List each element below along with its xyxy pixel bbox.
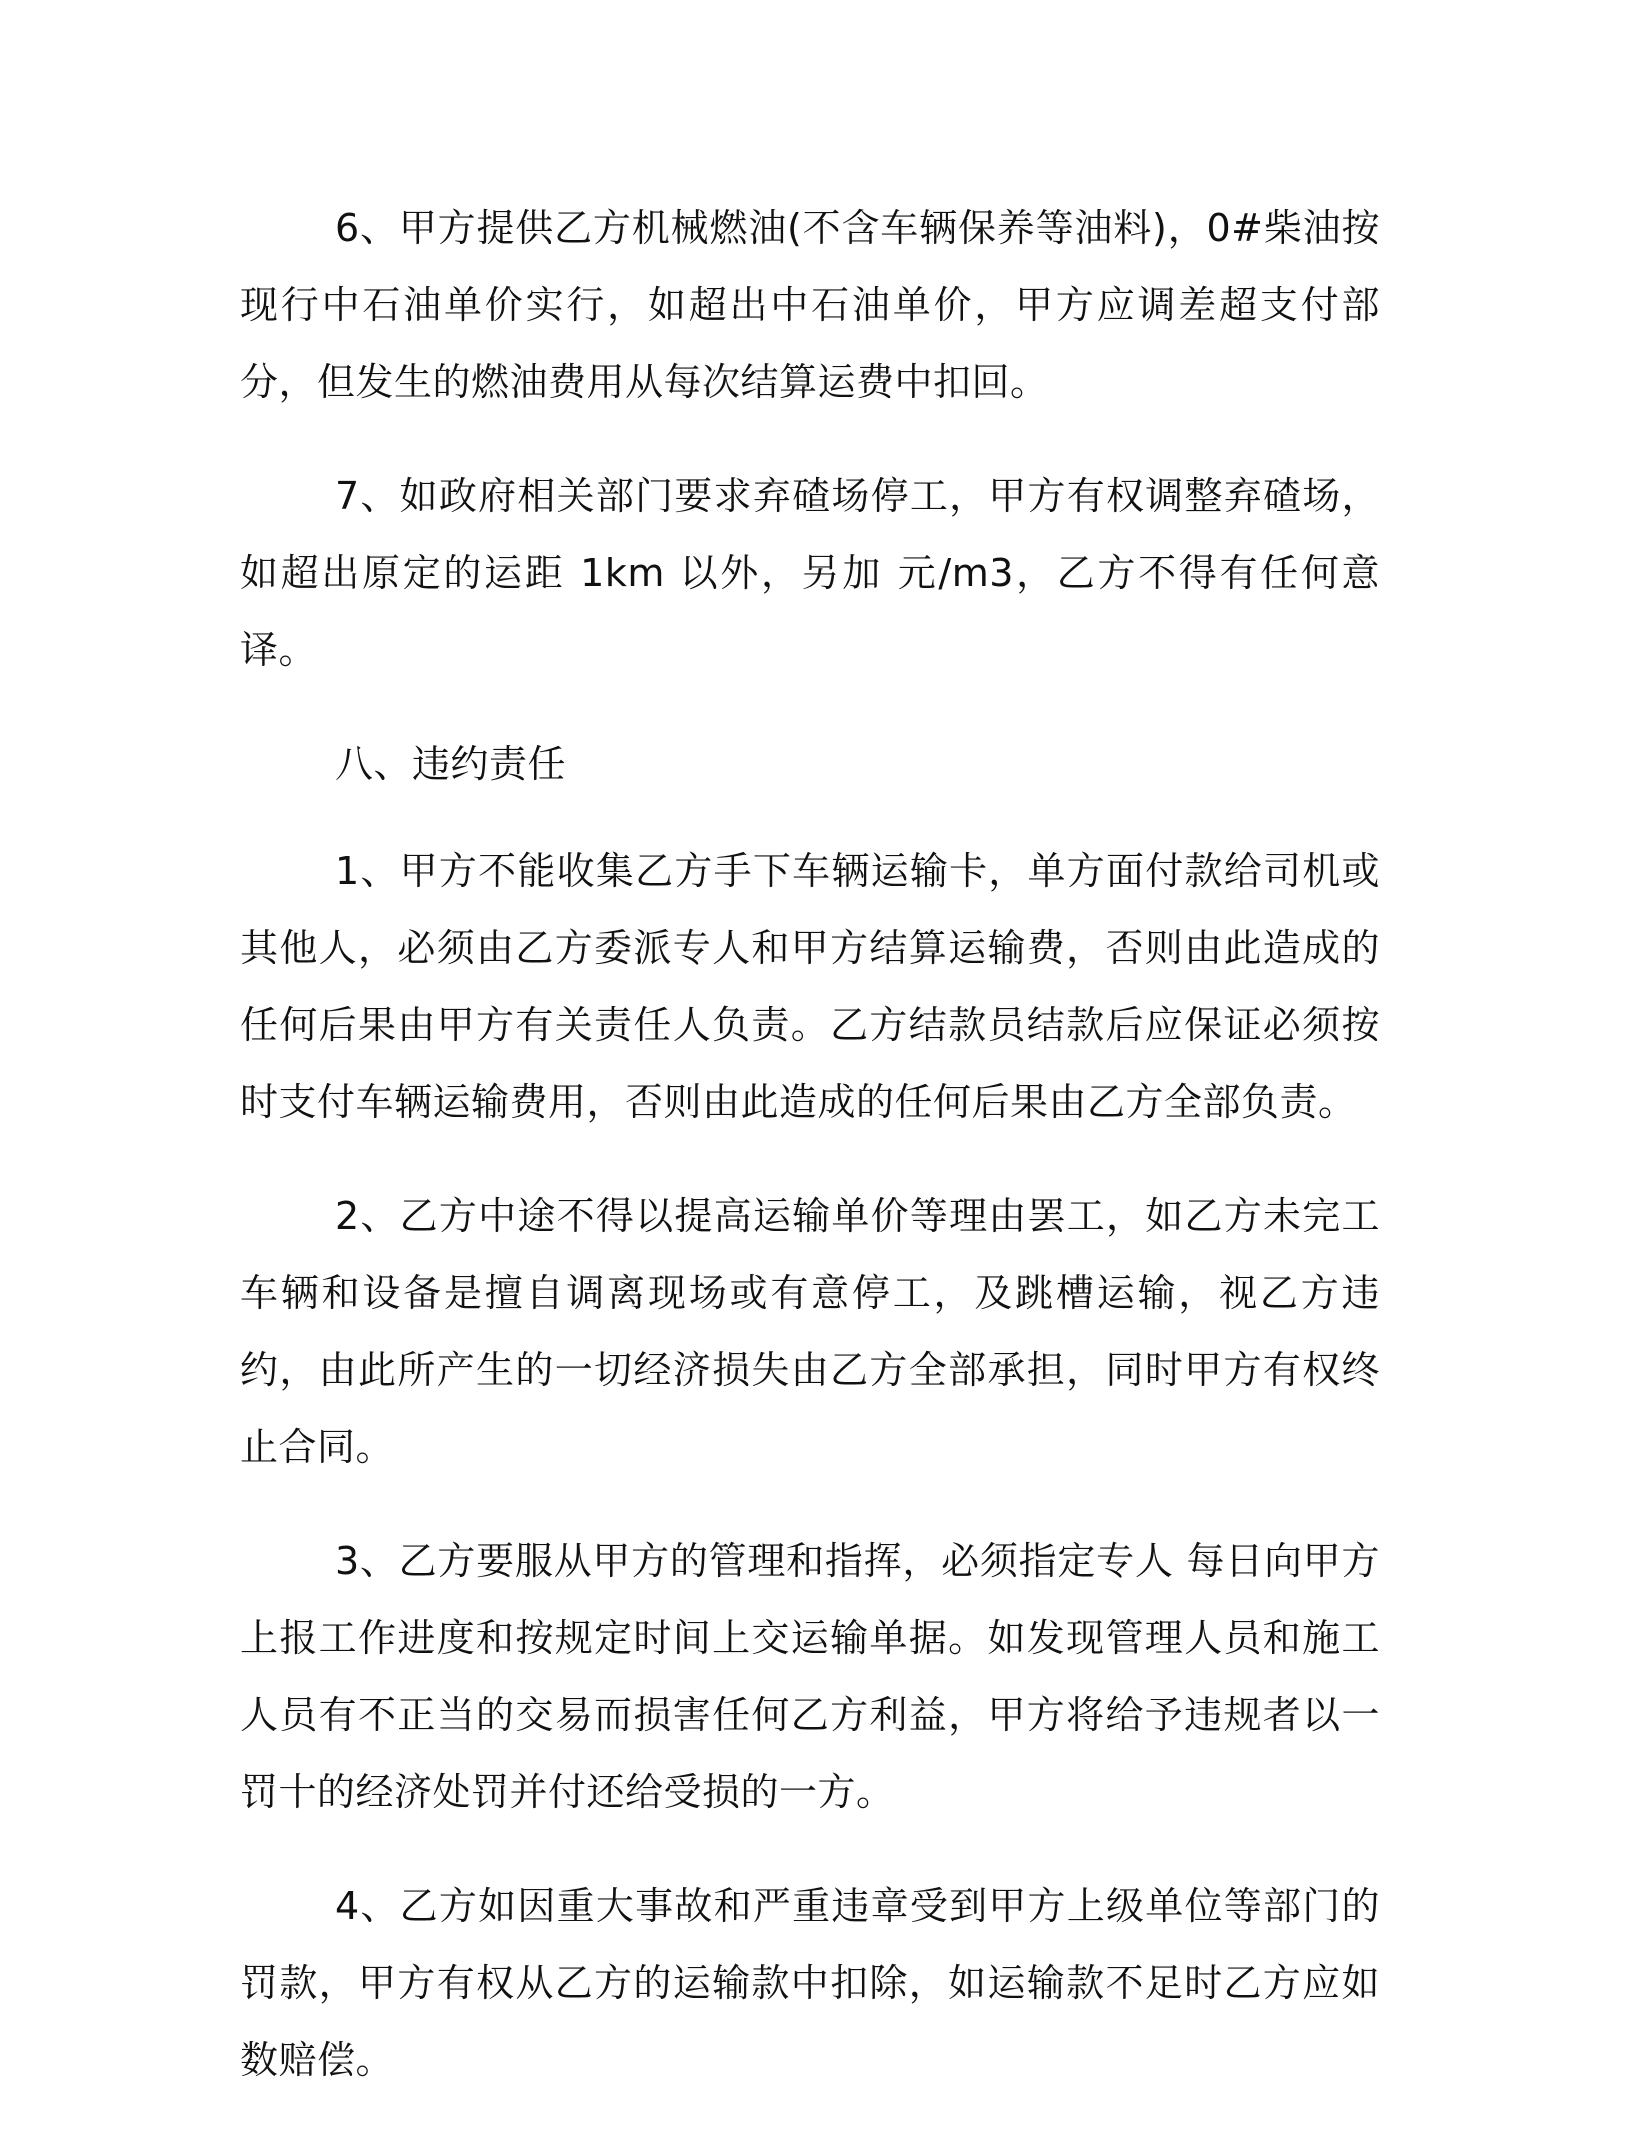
paragraph-breach-item-4: 4、乙方如因重大事故和严重违章受到甲方上级单位等部门的罚款，甲方有权从乙方的运输款中扣除，如运输款不足时乙方应如数赔偿。 bbox=[240, 1884, 1380, 2082]
section-heading-breach-liability: 八、违约责任 bbox=[335, 742, 567, 786]
paragraph-fuel-clause: 6、甲方提供乙方机械燃油(不含车辆保养等油料)，0#柴油按现行中石油单价实行，如超出中石油单价，甲方应调差超支付部分，但发生的燃油费用从每次结算运费中扣回。 bbox=[240, 206, 1380, 404]
paragraph-breach-item-1: 1、甲方不能收集乙方手下车辆运输卡，单方面付款给司机或其他人，必须由乙方委派专人和甲方结算运输费，否则由此造成的任何后果由甲方有关责任人负责。乙方结款员结款后应保证必须按时支付车辆运输费用，否则由此造成的任何后果由乙方全部负责。 bbox=[240, 849, 1380, 1124]
paragraph-breach-item-2: 2、乙方中途不得以提高运输单价等理由罢工，如乙方未完工车辆和设备是擅自调离现场或有意停工，及跳槽运输，视乙方违约，由此所产生的一切经济损失由乙方全部承担，同时甲方有权终止合同。 bbox=[240, 1194, 1380, 1469]
document-body bbox=[240, 190, 1380, 2136]
paragraph-breach-item-3: 3、乙方要服从甲方的管理和指挥，必须指定专人 每日向甲方上报工作进度和按规定时间上交运输单据。如发现管理人员和施工人员有不正当的交易而损害任何乙方利益，甲方将给予违规者以一罚十的经济处罚并付还给受损的一方。 bbox=[240, 1539, 1380, 1814]
paragraph-dump-site-clause: 7、如政府相关部门要求弃碴场停工，甲方有权调整弃碴场，如超出原定的运距 1km 以外，另加 元/m3，乙方不得有任何意译。 bbox=[240, 474, 1380, 672]
